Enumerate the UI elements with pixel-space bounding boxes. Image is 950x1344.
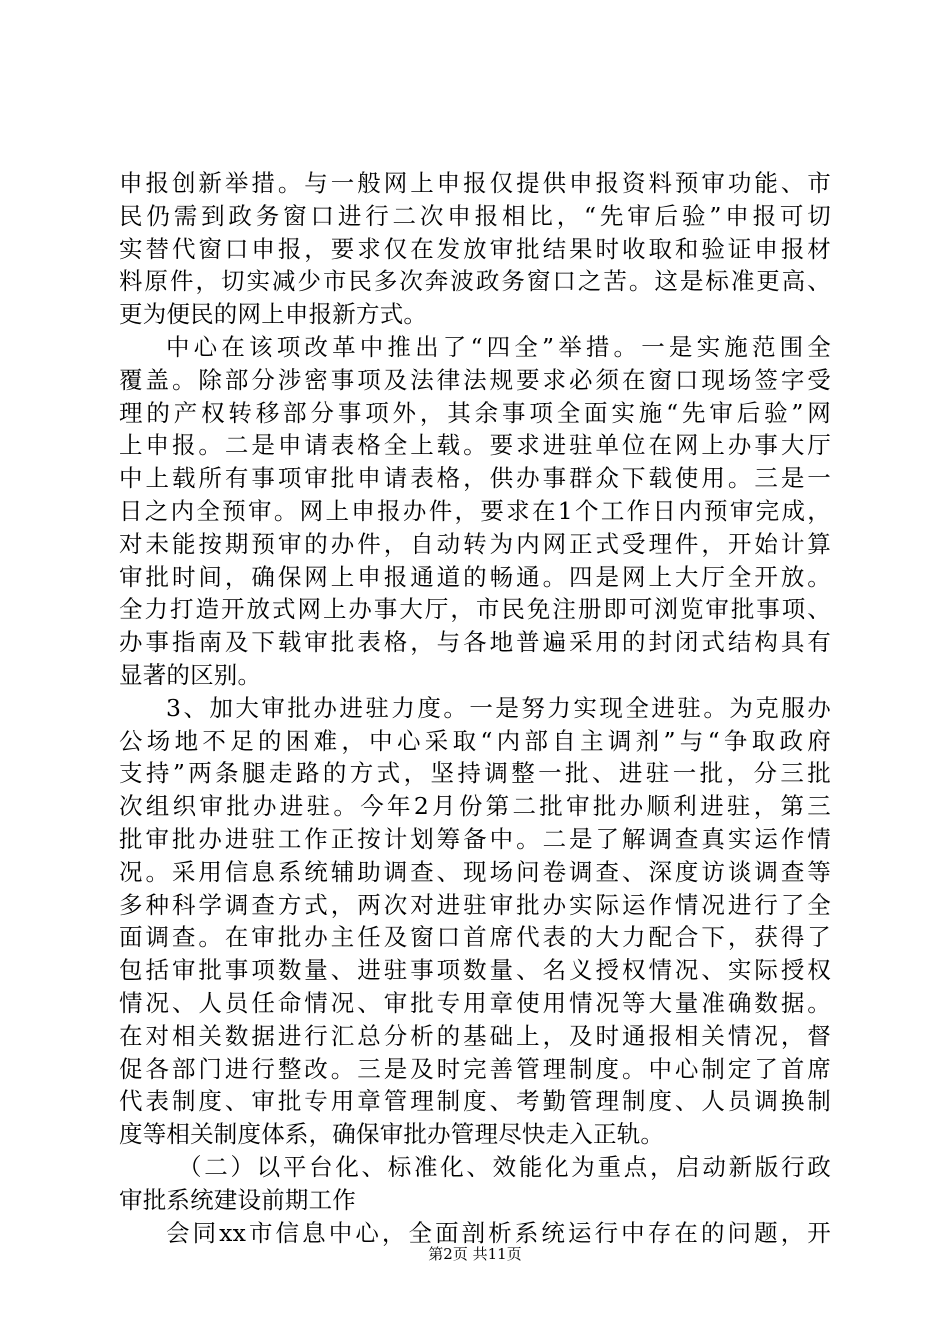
body-line: 全力打造开放式网上办事大厅，市民免注册即可浏览审批事项、: [119, 595, 831, 624]
body-line: 上申报。二是申请表格全上载。要求进驻单位在网上办事大厅: [119, 431, 831, 460]
body-line: 办事指南及下载审批表格，与各地普遍采用的封闭式结构具有: [119, 628, 831, 657]
body-line: 对未能按期预审的办件，自动转为内网正式受理件，开始计算: [119, 529, 831, 558]
document-body: [119, 167, 831, 1249]
body-line: 审批时间，确保网上申报通道的畅通。四是网上大厅全开放。: [119, 562, 831, 591]
body-line: 在对相关数据进行汇总分析的基础上，及时通报相关情况，督: [119, 1021, 831, 1050]
body-line: 更为便民的网上申报新方式。: [119, 300, 428, 329]
body-line: 况。采用信息系统辅助调查、现场问卷调查、深度访谈调查等: [119, 857, 831, 886]
body-line: 覆盖。除部分涉密事项及法律法规要求必须在窗口现场签字受: [119, 365, 831, 394]
body-line: 面调查。在审批办主任及窗口首席代表的大力配合下，获得了: [119, 923, 831, 952]
body-line: 度等相关制度体系，确保审批办管理尽快走入正轨。: [119, 1120, 665, 1149]
body-line: 支持”两条腿走路的方式，坚持调整一批、进驻一批，分三批: [119, 759, 831, 788]
body-line: 中心在该项改革中推出了“四全”举措。一是实施范围全: [166, 332, 831, 361]
body-line: 包括审批事项数量、进驻事项数量、名义授权情况、实际授权: [119, 956, 831, 985]
body-line: 多种科学调查方式，两次对进驻审批办实际运作情况进行了全: [119, 890, 831, 919]
body-line: 申报创新举措。与一般网上申报仅提供申报资料预审功能、市: [119, 169, 831, 197]
body-line: 审批系统建设前期工作: [119, 1185, 356, 1214]
body-line: 理的产权转移部分事项外，其余事项全面实施“先审后验”网: [119, 398, 831, 427]
page-footer: 第2页 共11页: [428, 1245, 522, 1263]
body-line: 中上载所有事项审批申请表格，供办事群众下载使用。三是一: [119, 464, 831, 493]
body-line: 会同xx市信息中心，全面剖析系统运行中存在的问题，开: [166, 1218, 831, 1247]
body-line: 批审批办进驻工作正按计划筹备中。二是了解调查真实运作情: [119, 824, 831, 853]
body-line: 3、加大审批办进驻力度。一是努力实现全进驻。为克服办: [166, 693, 831, 722]
body-line: 公场地不足的困难，中心采取“内部自主调剂”与“争取政府: [119, 726, 831, 755]
body-line: 情况、人员任命情况、审批专用章使用情况等大量准确数据。: [119, 988, 831, 1017]
body-line: 日之内全预审。网上申报办件，要求在1个工作日内预审完成，: [119, 496, 831, 525]
body-line: 代表制度、审批专用章管理制度、考勤管理制度、人员调换制: [119, 1087, 831, 1116]
body-line: 实替代窗口申报，要求仅在发放审批结果时收取和验证申报材: [119, 234, 831, 263]
body-line: 促各部门进行整改。三是及时完善管理制度。中心制定了首席: [119, 1054, 831, 1083]
body-line: 民仍需到政务窗口进行二次申报相比，“先审后验”申报可切: [119, 201, 831, 230]
body-line: 料原件，切实减少市民多次奔波政务窗口之苦。这是标准更高、: [119, 267, 831, 296]
body-line: 次组织审批办进驻。今年2月份第二批审批办顺利进驻，第三: [119, 792, 831, 821]
body-line: 显著的区别。: [119, 660, 262, 689]
body-line: （二）以平台化、标准化、效能化为重点，启动新版行政: [178, 1152, 831, 1181]
